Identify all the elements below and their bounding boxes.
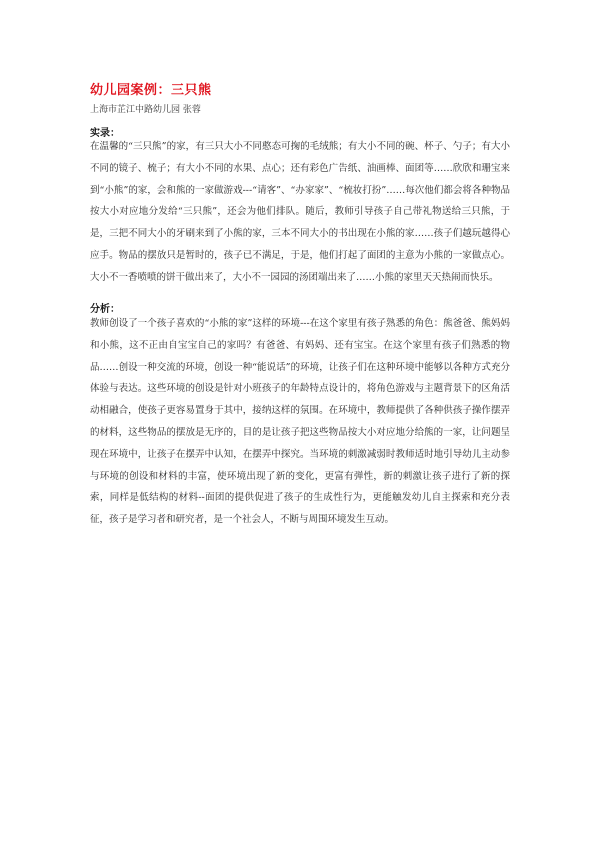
analysis-heading: 分析： — [90, 304, 120, 315]
author-line: 上海市芷江中路幼儿园 张蓉 — [90, 105, 201, 115]
document-title: 幼儿园案例：三只熊 — [90, 83, 212, 98]
record-paragraph: 在温馨的“三只熊”的家，有三只大小不同憨态可掬的毛绒熊；有大小不同的碗、杯子、勺子；有大小不同的镜子、梳子；有大小不同的水果、点心；还有彩色广告纸、油画棒、面团等……欣欣和珊宝来到“小熊”的家，会和熊的一家做游戏---“请客”、“办家家”、“梳妆打扮”……每次他们都会将各种物品按大小对应地分发给“三只熊”，还会为他们排队。随后，教师引导孩子自己带礼物送给三只熊，于是，三把不同大小的牙刷来到了小熊的家，三本不同大小的书出现在小熊的家……孩子们越玩越得心应手。物品的摆放只是暂时的，孩子已不满足，于是，他们打起了面团的主意为小熊的一家做点心。大小不一香喷喷的饼干做出来了，大小不一园园的汤团端出来了……小熊的家里天天热闹而快乐。 — [90, 141, 510, 283]
record-heading: 实录： — [90, 128, 120, 139]
analysis-paragraph: 教师创设了一个孩子喜欢的“小熊的家”这样的环境---在这个家里有孩子熟悉的角色：熊爸爸、熊妈妈和小熊，这不正由自宝宝自己的家吗？有爸爸、有妈妈、还有宝宝。在这个家里有孩子们熟悉的物品……创设一种交流的环境，创设一种“能说话”的环境，让孩子们在这种环境中能够以各种方式充分体验与表达。这些环境的创设是针对小班孩子的年龄特点设计的，将角色游戏与主题背景下的区角活动相融合，使孩子更容易置身于其中，接纳这样的氛围。在环境中，教师提供了各种供孩子操作摆弄的材料，这些物品的摆放是无序的，目的是让孩子把这些物品按大小对应地分给熊的一家，让问题呈现在环境中，让孩子在摆弄中认知，在摆弄中探究。当环境的刺激减弱时教师适时地引导幼儿主动参与环境的创设和材料的丰富，使环境出现了新的变化，更富有弹性，新的刺激让孩子进行了新的探索，同样是低结构的材料--面团的提供促进了孩子的生成性行为，更能触发幼儿自主探索和充分表征，孩子是学习者和研究者，是一个社会人，不断与周围环境发生互动。 — [90, 318, 510, 526]
